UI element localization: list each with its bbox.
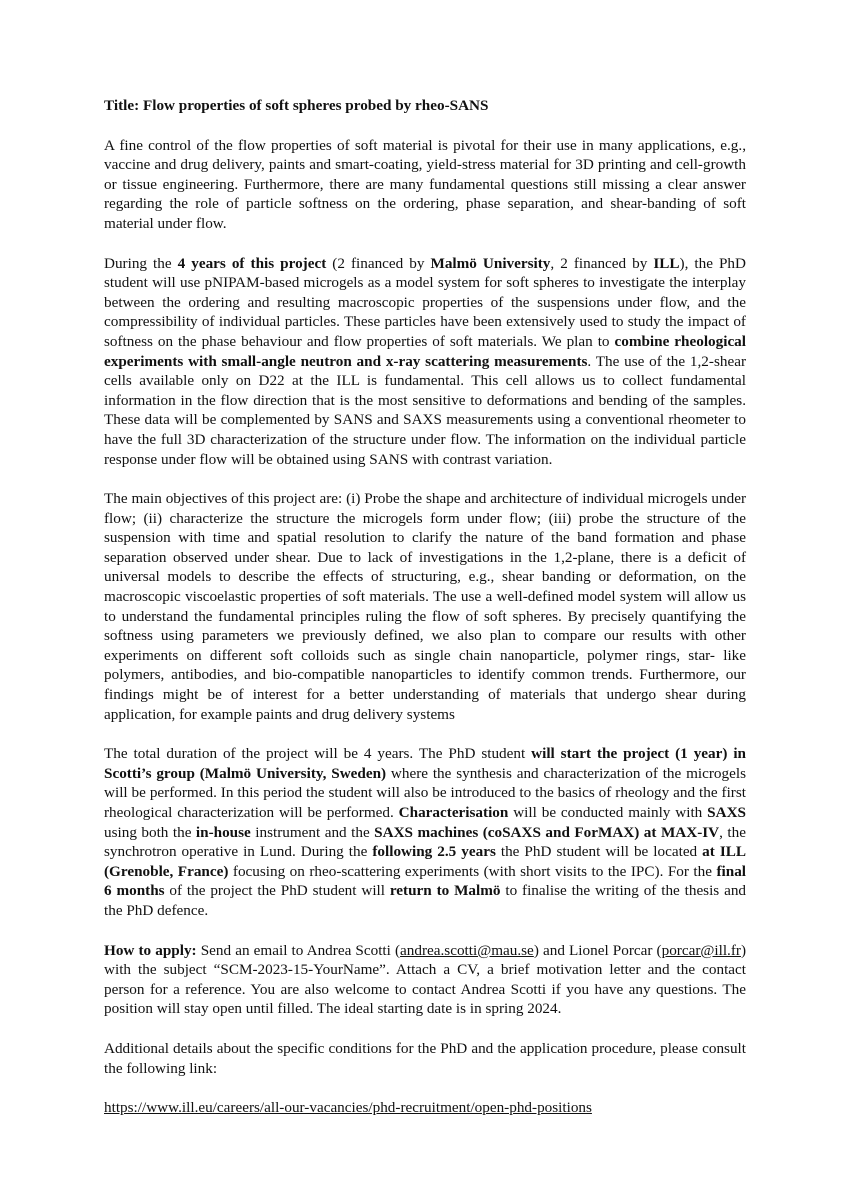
text-span: During the bbox=[104, 254, 178, 272]
bold-project-duration: 4 years of this project bbox=[177, 254, 327, 272]
text-span: , the synchrotron operative in Lund. During the bbox=[104, 823, 746, 861]
bold-return-to-malmo: return to Malmö bbox=[389, 882, 501, 900]
duration-paragraph bbox=[104, 744, 746, 920]
email-link-porcar[interactable]: porcar@ill.fr bbox=[661, 941, 741, 959]
how-to-apply-label: How to apply: bbox=[104, 941, 197, 959]
email-link-scotti[interactable]: andrea.scotti@mau.se bbox=[400, 941, 534, 959]
text-span: , 2 financed by bbox=[550, 254, 654, 272]
text-span: using both the bbox=[104, 823, 196, 841]
objectives-paragraph: The main objectives of this project are: (i) Probe the shape and architecture of individual microgels under flow; (ii) characterize the structure the microgels form under flow; (iii) probe the structure of the suspension with time and spatial resolution to clarify the nature of the band formation and phase separation observed under shear. Due to lack of investigations in the 1,2-plane, there is a deficit of universal models to describe the effects of structuring, e.g., shear banding or deformation, on the macroscopic viscoelastic properties of soft materials. The use a well-defined model system will allow us to understand the fundamental principles ruling the flow of soft spheres. By precisely quantifying the softness using parameters we previously defined, we also plan to compare our results with other experiments on different soft colloids such as single chain nanoparticle, polymer rings, star- like polymers, antibodies, and bio-compatible nanoparticles to identify common trends. Furthermore, our findings might be of interest for a better understanding of materials that undergo shear during application, for example paints and drug delivery systems bbox=[104, 490, 746, 723]
bold-in-house: in-house bbox=[195, 823, 251, 841]
text-span: Send an email to Andrea Scotti ( bbox=[196, 941, 401, 959]
intro-paragraph: A fine control of the flow properties of soft material is pivotal for their use in many applications, e.g., vaccine and drug delivery, paints and smart-coating, yield-stress material for 3D printing and cell-growth or tissue engineering. Furthermore, there are many fundamental questions still missing a clear answer regarding the role of particle softness on the ordering, phase separation, and shear-banding of soft material under flow. bbox=[104, 136, 746, 232]
project-paragraph bbox=[104, 254, 746, 470]
text-span: instrument and the bbox=[250, 823, 375, 841]
text-span: . The use of the 1,2-shear cells available only on D22 at the ILL is fundamental. This cell allows us to collect fundamental information in the flow direction that is the most sensitive to deformations and bending of the samples. These data will be complemented by SANS and SAXS measurements using a conventional rheometer to have the full 3D characterization of the structure under flow. The information on the individual particle response under flow will be obtained using SANS with contrast variation. bbox=[104, 352, 746, 468]
bold-start-project: will start the project (1 year) in Scotti’s group (Malmö University, Sweden) bbox=[104, 745, 747, 782]
vacancies-link[interactable]: https://www.ill.eu/careers/all-our-vacancies/phd-recruitment/open-phd-positions bbox=[104, 1099, 592, 1117]
text-span: the PhD student will be located bbox=[495, 843, 703, 861]
bold-combine-experiments: combine rheological experiments with small-angle neutron and x-ray scattering measurements bbox=[104, 332, 746, 370]
how-to-apply-paragraph bbox=[104, 941, 746, 1019]
bold-saxs-machines: SAXS machines (coSAXS and ForMAX) at MAX-IV bbox=[374, 823, 720, 841]
text-span: (2 financed by bbox=[326, 254, 431, 272]
additional-details-paragraph: Additional details about the specific conditions for the PhD and the application procedure, please consult the following link: bbox=[104, 1039, 746, 1077]
bold-ill: ILL bbox=[653, 254, 680, 272]
bold-saxs: SAXS bbox=[707, 804, 746, 821]
text-span: will be conducted mainly with bbox=[508, 804, 708, 821]
bold-following-years: following 2.5 years bbox=[372, 843, 496, 861]
document-body bbox=[104, 96, 746, 1118]
text-span: focusing on rheo-scattering experiments (with short visits to the IPC). For the bbox=[228, 862, 717, 880]
text-span: The total duration of the project will be 4 years. The PhD student bbox=[104, 745, 532, 763]
text-span: ) and Lionel Porcar ( bbox=[533, 941, 662, 959]
text-span: to finalise the writing of the thesis and the PhD defence. bbox=[104, 882, 747, 919]
link-line bbox=[104, 1098, 746, 1118]
text-span: where the synthesis and characterization of the microgels will be performed. In this period the student will also be introduced to the basics of rheology and the first rheological characterization will be performed. bbox=[104, 764, 746, 821]
bold-at-ill: at ILL (Grenoble, France) bbox=[104, 843, 747, 880]
bold-characterisation: Characterisation bbox=[398, 804, 509, 821]
document-title: Title: Flow properties of soft spheres probed by rheo-SANS bbox=[104, 97, 489, 114]
text-span: ) with the subject “SCM-2023-15-YourName”. Attach a CV, a brief motivation letter and the contact person for a reference. You are also welcome to contact Andrea Scotti if you have any questions. The position will stay open until filled. The ideal starting date is in spring 2024. bbox=[104, 941, 747, 1018]
text-span: of the project the PhD student will bbox=[164, 882, 390, 900]
bold-final-months: final 6 months bbox=[104, 862, 747, 900]
bold-malmo-university: Malmö University bbox=[430, 254, 551, 272]
text-span: ), the PhD student will use pNIPAM-based microgels as a model system for soft spheres to investigate the interplay between the ordering and resulting macroscopic properties of the suspensions under flow, and the compressibility of individual particles. These particles have been extensively used to study the impact of softness on the phase behaviour and flow properties of soft materials. We plan to bbox=[104, 254, 746, 350]
